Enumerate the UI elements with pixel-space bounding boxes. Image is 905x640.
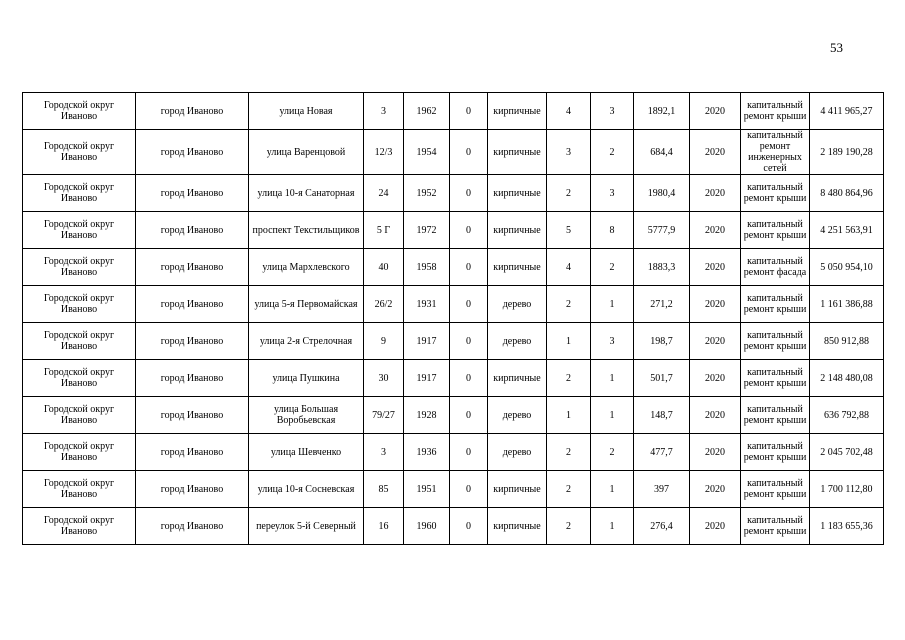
year-reconstruction-cell: 0 xyxy=(450,360,488,397)
street-cell: улица 5-я Первомайская xyxy=(249,286,364,323)
floors-cell: 3 xyxy=(547,130,591,175)
cost-cell: 1 700 112,80 xyxy=(810,471,884,508)
area-cell: 271,2 xyxy=(634,286,690,323)
entrances-cell: 3 xyxy=(591,93,634,130)
year-built-cell: 1936 xyxy=(404,434,450,471)
year-reconstruction-cell: 0 xyxy=(450,286,488,323)
house-number-cell: 5 Г xyxy=(364,212,404,249)
house-number-cell: 16 xyxy=(364,508,404,545)
table-row xyxy=(23,212,884,249)
house-number-cell: 24 xyxy=(364,175,404,212)
year-built-cell: 1951 xyxy=(404,471,450,508)
year-built-cell: 1958 xyxy=(404,249,450,286)
year-reconstruction-cell: 0 xyxy=(450,397,488,434)
year-reconstruction-cell: 0 xyxy=(450,249,488,286)
municipality-cell: Городской округ Иваново xyxy=(23,471,136,508)
entrances-cell: 8 xyxy=(591,212,634,249)
cost-cell: 5 050 954,10 xyxy=(810,249,884,286)
table-row xyxy=(23,397,884,434)
municipality-cell: Городской округ Иваново xyxy=(23,130,136,175)
entrances-cell: 1 xyxy=(591,360,634,397)
work-type-cell: капитальный ремонт крыши xyxy=(741,323,810,360)
cost-cell: 850 912,88 xyxy=(810,323,884,360)
year-built-cell: 1931 xyxy=(404,286,450,323)
cost-cell: 4 251 563,91 xyxy=(810,212,884,249)
area-cell: 276,4 xyxy=(634,508,690,545)
wall-material-cell: кирпичные xyxy=(488,130,547,175)
settlement-cell: город Иваново xyxy=(136,471,249,508)
table-row xyxy=(23,471,884,508)
table-row xyxy=(23,508,884,545)
floors-cell: 2 xyxy=(547,175,591,212)
street-cell: улица Большая Воробьевская xyxy=(249,397,364,434)
wall-material-cell: кирпичные xyxy=(488,175,547,212)
table-row xyxy=(23,434,884,471)
work-type-cell: капитальный ремонт крыши xyxy=(741,360,810,397)
cost-cell: 2 045 702,48 xyxy=(810,434,884,471)
street-cell: переулок 5-й Северный xyxy=(249,508,364,545)
settlement-cell: город Иваново xyxy=(136,175,249,212)
street-cell: улица 2-я Стрелочная xyxy=(249,323,364,360)
floors-cell: 1 xyxy=(547,397,591,434)
municipality-cell: Городской округ Иваново xyxy=(23,508,136,545)
year-reconstruction-cell: 0 xyxy=(450,508,488,545)
work-type-cell: капитальный ремонт крыши xyxy=(741,397,810,434)
entrances-cell: 2 xyxy=(591,434,634,471)
floors-cell: 4 xyxy=(547,93,591,130)
entrances-cell: 2 xyxy=(591,249,634,286)
entrances-cell: 1 xyxy=(591,397,634,434)
entrances-cell: 1 xyxy=(591,286,634,323)
street-cell: улица Шевченко xyxy=(249,434,364,471)
plan-year-cell: 2020 xyxy=(690,397,741,434)
wall-material-cell: кирпичные xyxy=(488,508,547,545)
cost-cell: 636 792,88 xyxy=(810,397,884,434)
settlement-cell: город Иваново xyxy=(136,360,249,397)
municipality-cell: Городской округ Иваново xyxy=(23,212,136,249)
street-cell: улица 10-я Санаторная xyxy=(249,175,364,212)
cost-cell: 1 183 655,36 xyxy=(810,508,884,545)
table-row xyxy=(23,360,884,397)
settlement-cell: город Иваново xyxy=(136,508,249,545)
year-built-cell: 1954 xyxy=(404,130,450,175)
entrances-cell: 1 xyxy=(591,508,634,545)
wall-material-cell: кирпичные xyxy=(488,360,547,397)
year-built-cell: 1960 xyxy=(404,508,450,545)
year-built-cell: 1972 xyxy=(404,212,450,249)
work-type-cell: капитальный ремонт крыши xyxy=(741,212,810,249)
area-cell: 1892,1 xyxy=(634,93,690,130)
settlement-cell: город Иваново xyxy=(136,397,249,434)
house-number-cell: 79/27 xyxy=(364,397,404,434)
table-row xyxy=(23,249,884,286)
floors-cell: 5 xyxy=(547,212,591,249)
plan-year-cell: 2020 xyxy=(690,249,741,286)
plan-year-cell: 2020 xyxy=(690,434,741,471)
floors-cell: 4 xyxy=(547,249,591,286)
street-cell: улица 10-я Сосневская xyxy=(249,471,364,508)
floors-cell: 1 xyxy=(547,323,591,360)
work-type-cell: капитальный ремонт крыши xyxy=(741,471,810,508)
year-reconstruction-cell: 0 xyxy=(450,434,488,471)
settlement-cell: город Иваново xyxy=(136,286,249,323)
house-number-cell: 26/2 xyxy=(364,286,404,323)
area-cell: 1980,4 xyxy=(634,175,690,212)
year-built-cell: 1917 xyxy=(404,323,450,360)
cost-cell: 2 189 190,28 xyxy=(810,130,884,175)
plan-year-cell: 2020 xyxy=(690,175,741,212)
year-built-cell: 1952 xyxy=(404,175,450,212)
house-number-cell: 9 xyxy=(364,323,404,360)
table-row xyxy=(23,130,884,175)
floors-cell: 2 xyxy=(547,508,591,545)
plan-year-cell: 2020 xyxy=(690,212,741,249)
house-number-cell: 12/3 xyxy=(364,130,404,175)
wall-material-cell: дерево xyxy=(488,286,547,323)
table-row xyxy=(23,93,884,130)
settlement-cell: город Иваново xyxy=(136,434,249,471)
cost-cell: 8 480 864,96 xyxy=(810,175,884,212)
wall-material-cell: кирпичные xyxy=(488,249,547,286)
street-cell: улица Мархлевского xyxy=(249,249,364,286)
plan-year-cell: 2020 xyxy=(690,508,741,545)
cost-cell: 2 148 480,08 xyxy=(810,360,884,397)
repair-registry-table xyxy=(22,92,884,545)
plan-year-cell: 2020 xyxy=(690,93,741,130)
page-number: 53 xyxy=(830,40,843,55)
work-type-cell: капитальный ремонт крыши xyxy=(741,93,810,130)
entrances-cell: 3 xyxy=(591,175,634,212)
municipality-cell: Городской округ Иваново xyxy=(23,434,136,471)
work-type-cell: капитальный ремонт инженерных сетей xyxy=(741,130,810,175)
street-cell: улица Новая xyxy=(249,93,364,130)
cost-cell: 4 411 965,27 xyxy=(810,93,884,130)
municipality-cell: Городской округ Иваново xyxy=(23,175,136,212)
wall-material-cell: дерево xyxy=(488,434,547,471)
settlement-cell: город Иваново xyxy=(136,323,249,360)
work-type-cell: капитальный ремонт крыши xyxy=(741,175,810,212)
house-number-cell: 30 xyxy=(364,360,404,397)
work-type-cell: капитальный ремонт крыши xyxy=(741,286,810,323)
area-cell: 501,7 xyxy=(634,360,690,397)
year-built-cell: 1928 xyxy=(404,397,450,434)
year-reconstruction-cell: 0 xyxy=(450,130,488,175)
floors-cell: 2 xyxy=(547,360,591,397)
wall-material-cell: кирпичные xyxy=(488,212,547,249)
municipality-cell: Городской округ Иваново xyxy=(23,323,136,360)
year-reconstruction-cell: 0 xyxy=(450,93,488,130)
house-number-cell: 85 xyxy=(364,471,404,508)
year-reconstruction-cell: 0 xyxy=(450,175,488,212)
work-type-cell: капитальный ремонт крыши xyxy=(741,508,810,545)
area-cell: 397 xyxy=(634,471,690,508)
settlement-cell: город Иваново xyxy=(136,212,249,249)
floors-cell: 2 xyxy=(547,434,591,471)
floors-cell: 2 xyxy=(547,286,591,323)
table-row xyxy=(23,286,884,323)
table-body xyxy=(23,93,884,545)
floors-cell: 2 xyxy=(547,471,591,508)
municipality-cell: Городской округ Иваново xyxy=(23,93,136,130)
year-built-cell: 1962 xyxy=(404,93,450,130)
wall-material-cell: кирпичные xyxy=(488,93,547,130)
table-row xyxy=(23,175,884,212)
year-reconstruction-cell: 0 xyxy=(450,323,488,360)
municipality-cell: Городской округ Иваново xyxy=(23,286,136,323)
plan-year-cell: 2020 xyxy=(690,286,741,323)
area-cell: 1883,3 xyxy=(634,249,690,286)
work-type-cell: капитальный ремонт фасада xyxy=(741,249,810,286)
wall-material-cell: кирпичные xyxy=(488,471,547,508)
entrances-cell: 3 xyxy=(591,323,634,360)
entrances-cell: 2 xyxy=(591,130,634,175)
street-cell: улица Пушкина xyxy=(249,360,364,397)
area-cell: 477,7 xyxy=(634,434,690,471)
plan-year-cell: 2020 xyxy=(690,323,741,360)
house-number-cell: 3 xyxy=(364,434,404,471)
area-cell: 148,7 xyxy=(634,397,690,434)
house-number-cell: 3 xyxy=(364,93,404,130)
municipality-cell: Городской округ Иваново xyxy=(23,397,136,434)
plan-year-cell: 2020 xyxy=(690,471,741,508)
house-number-cell: 40 xyxy=(364,249,404,286)
area-cell: 198,7 xyxy=(634,323,690,360)
settlement-cell: город Иваново xyxy=(136,249,249,286)
wall-material-cell: дерево xyxy=(488,397,547,434)
plan-year-cell: 2020 xyxy=(690,360,741,397)
municipality-cell: Городской округ Иваново xyxy=(23,360,136,397)
entrances-cell: 1 xyxy=(591,471,634,508)
table-row xyxy=(23,323,884,360)
plan-year-cell: 2020 xyxy=(690,130,741,175)
year-built-cell: 1917 xyxy=(404,360,450,397)
settlement-cell: город Иваново xyxy=(136,93,249,130)
work-type-cell: капитальный ремонт крыши xyxy=(741,434,810,471)
municipality-cell: Городской округ Иваново xyxy=(23,249,136,286)
wall-material-cell: дерево xyxy=(488,323,547,360)
year-reconstruction-cell: 0 xyxy=(450,471,488,508)
settlement-cell: город Иваново xyxy=(136,130,249,175)
street-cell: улица Варенцовой xyxy=(249,130,364,175)
street-cell: проспект Текстильщиков xyxy=(249,212,364,249)
cost-cell: 1 161 386,88 xyxy=(810,286,884,323)
area-cell: 684,4 xyxy=(634,130,690,175)
area-cell: 5777,9 xyxy=(634,212,690,249)
year-reconstruction-cell: 0 xyxy=(450,212,488,249)
